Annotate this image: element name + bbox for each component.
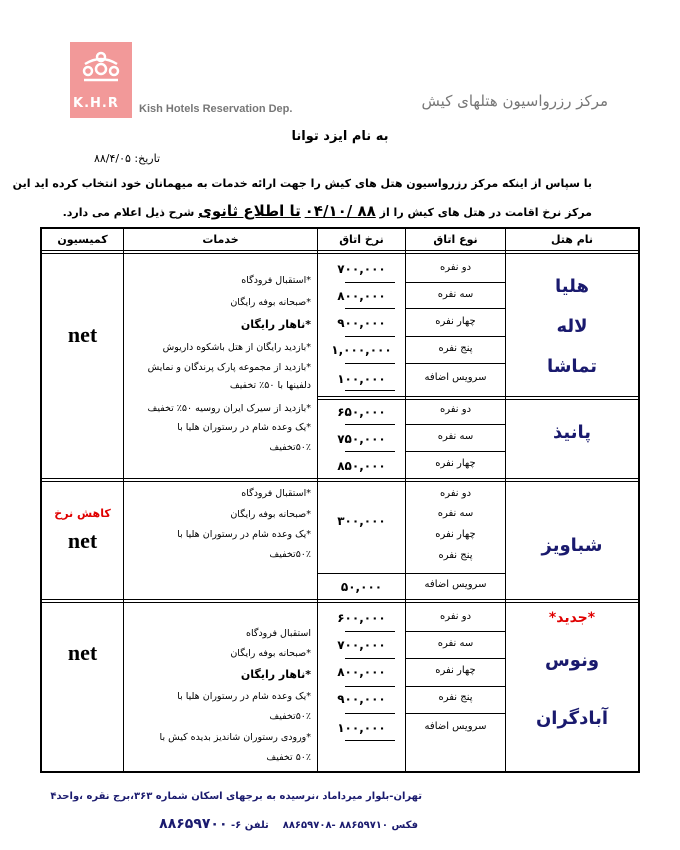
hotel-name: لاله bbox=[556, 316, 588, 337]
service-item: *یک وعده شام در رستوران هلیا با bbox=[177, 529, 311, 540]
page-heading: به نام ایزد توانا bbox=[291, 129, 389, 144]
room-rate: ۱۰۰,۰۰۰ bbox=[337, 372, 386, 386]
service-item: دلفینها با ۵۰٪ تخفیف bbox=[229, 380, 311, 391]
fax-label: فکس bbox=[391, 820, 418, 831]
date-line bbox=[94, 152, 160, 165]
room-type: دو نفره bbox=[439, 262, 472, 273]
room-rate: ۸۰۰,۰۰۰ bbox=[337, 665, 386, 679]
col-hotel-name: نام هتل bbox=[550, 233, 594, 246]
service-item: ۵۰٪ تخفیف bbox=[266, 752, 311, 763]
intro-post: شرح ذیل اعلام می دارد. bbox=[62, 206, 195, 219]
room-rate: ۷۰۰,۰۰۰ bbox=[337, 638, 386, 652]
room-type: چهار نفره bbox=[435, 529, 476, 540]
room-type: سه نفره bbox=[437, 508, 474, 519]
room-type: چهار نفره bbox=[435, 458, 476, 469]
room-type: سرویس اضافه bbox=[424, 579, 487, 590]
footer-address: تهران-بلوار میرداماد ،نرسیده به برجهای اسکان شماره ۳۶۳،برج نقره ،واحد۴ bbox=[50, 791, 422, 802]
commission-net: net bbox=[67, 528, 98, 553]
room-rate: ۸۰۰,۰۰۰ bbox=[337, 289, 386, 303]
hotel-name: شباویز bbox=[541, 535, 603, 556]
intro-line-2 bbox=[63, 202, 592, 220]
date-value: ۸۸/۴/۰۵ bbox=[93, 152, 131, 165]
room-rate: ۸۵۰,۰۰۰ bbox=[337, 459, 386, 473]
room-type: دو نفره bbox=[439, 488, 472, 499]
room-type: چهار نفره bbox=[435, 316, 476, 327]
commission-net: net bbox=[67, 322, 98, 347]
crown-icon bbox=[80, 50, 122, 84]
new-badge: *جدید* bbox=[548, 610, 596, 626]
service-item: *ناهار رایگان bbox=[240, 318, 311, 331]
intro-line-1: با سپاس از اینکه مرکز رزرواسیون هتل های کیش را جهت ارائه خدمات به میهمانان خود انتخاب کرده اید این bbox=[12, 177, 592, 190]
service-item: *صبحانه بوفه رایگان bbox=[230, 648, 311, 659]
room-type: دو نفره bbox=[439, 404, 472, 415]
center-name: مرکز رزرواسیون هتلهای کیش bbox=[421, 92, 608, 110]
hotel-name: تماشا bbox=[546, 356, 598, 377]
room-rate: ۵۰,۰۰۰ bbox=[340, 580, 383, 594]
service-item: *صبحانه بوفه رایگان bbox=[230, 509, 311, 520]
room-rate: ۷۰۰,۰۰۰ bbox=[337, 262, 386, 276]
service-item: *یک وعده شام در رستوران هلیا با bbox=[177, 691, 311, 702]
room-type: دو نفره bbox=[439, 611, 472, 622]
date-label: تاریخ: bbox=[134, 152, 160, 165]
room-type: سه نفره bbox=[437, 289, 474, 300]
col-room-type: نوع اتاق bbox=[433, 233, 478, 246]
hotel-name: هلیا bbox=[555, 276, 589, 297]
hotel-name: آبادگران bbox=[535, 708, 609, 729]
room-type: سه نفره bbox=[437, 638, 474, 649]
fax-numbers: ۸۸۶۵۹۷۱۰ -۸۸۶۵۹۷۰۸ bbox=[282, 820, 389, 831]
room-rate: ۶۰۰,۰۰۰ bbox=[337, 611, 386, 625]
phone-number: ۸۸۶۵۹۷۰۰ bbox=[159, 816, 228, 832]
service-item: ۵۰٪تخفیف bbox=[269, 549, 311, 560]
service-item: *ورودی رستوران شاندیز بدیده کیش با bbox=[159, 732, 311, 743]
room-rate: ۱,۰۰۰,۰۰۰ bbox=[331, 343, 392, 357]
col-room-rate: نرخ اتاق bbox=[339, 233, 384, 246]
commission-net: net bbox=[67, 640, 98, 665]
room-rate: ۷۵۰,۰۰۰ bbox=[337, 432, 386, 446]
dept-name: Kish Hotels Reservation Dep. bbox=[139, 103, 293, 115]
service-item: *صبحانه بوفه رایگان bbox=[230, 297, 311, 308]
service-item: *بازدید از مجموعه پارک پرندگان و نمایش bbox=[147, 362, 311, 373]
room-type: سه نفره bbox=[437, 431, 474, 442]
service-item: ۵۰٪تخفیف bbox=[269, 442, 311, 453]
footer-contact bbox=[159, 816, 418, 832]
room-rate: ۹۰۰,۰۰۰ bbox=[337, 692, 386, 706]
intro-dates: ۸۸ /۰۴/۱۰ bbox=[304, 202, 376, 220]
room-rate: ۱۰۰,۰۰۰ bbox=[337, 721, 386, 735]
service-item: *یک وعده شام در رستوران هلیا با bbox=[177, 422, 311, 433]
room-type: پنج نفره bbox=[438, 692, 473, 703]
room-type: پنج نفره bbox=[438, 343, 473, 354]
service-item: *بازدید از سیرک ایران روسیه ۵۰٪ تخفیف bbox=[147, 403, 311, 414]
col-commission: کمیسیون bbox=[57, 233, 108, 246]
service-item: ۵۰٪تخفیف bbox=[269, 711, 311, 722]
logo-text: K.H.R bbox=[73, 96, 119, 111]
service-item: *استقبال فرودگاه bbox=[241, 275, 311, 286]
room-type: سرویس اضافه bbox=[424, 721, 487, 732]
service-item: *ناهار رایگان bbox=[240, 668, 311, 681]
col-services: خدمات bbox=[202, 233, 239, 246]
room-type: چهار نفره bbox=[435, 665, 476, 676]
service-item: *بازدید رایگان از هتل باشکوه داریوش bbox=[162, 342, 311, 353]
room-rate: ۹۰۰,۰۰۰ bbox=[337, 316, 386, 330]
service-item: استقبال فرودگاه bbox=[246, 628, 311, 639]
room-rate: ۶۵۰,۰۰۰ bbox=[337, 405, 386, 419]
room-type: پنج نفره bbox=[438, 550, 473, 561]
room-rate: ۳۰۰,۰۰۰ bbox=[337, 514, 386, 528]
discount-badge: کاهش نرخ bbox=[54, 507, 111, 520]
phone-label: تلفن ۶- bbox=[231, 820, 269, 831]
service-item: *استقبال فرودگاه bbox=[241, 488, 311, 499]
hotel-name: ونوس bbox=[544, 650, 600, 671]
hotel-name: پانیذ bbox=[552, 422, 592, 443]
intro-pre: مرکز نرخ اقامت در هتل های کیش را از bbox=[379, 206, 592, 219]
room-type: سرویس اضافه bbox=[424, 372, 487, 383]
intro-until: تا اطلاع ثانوی bbox=[198, 202, 301, 220]
